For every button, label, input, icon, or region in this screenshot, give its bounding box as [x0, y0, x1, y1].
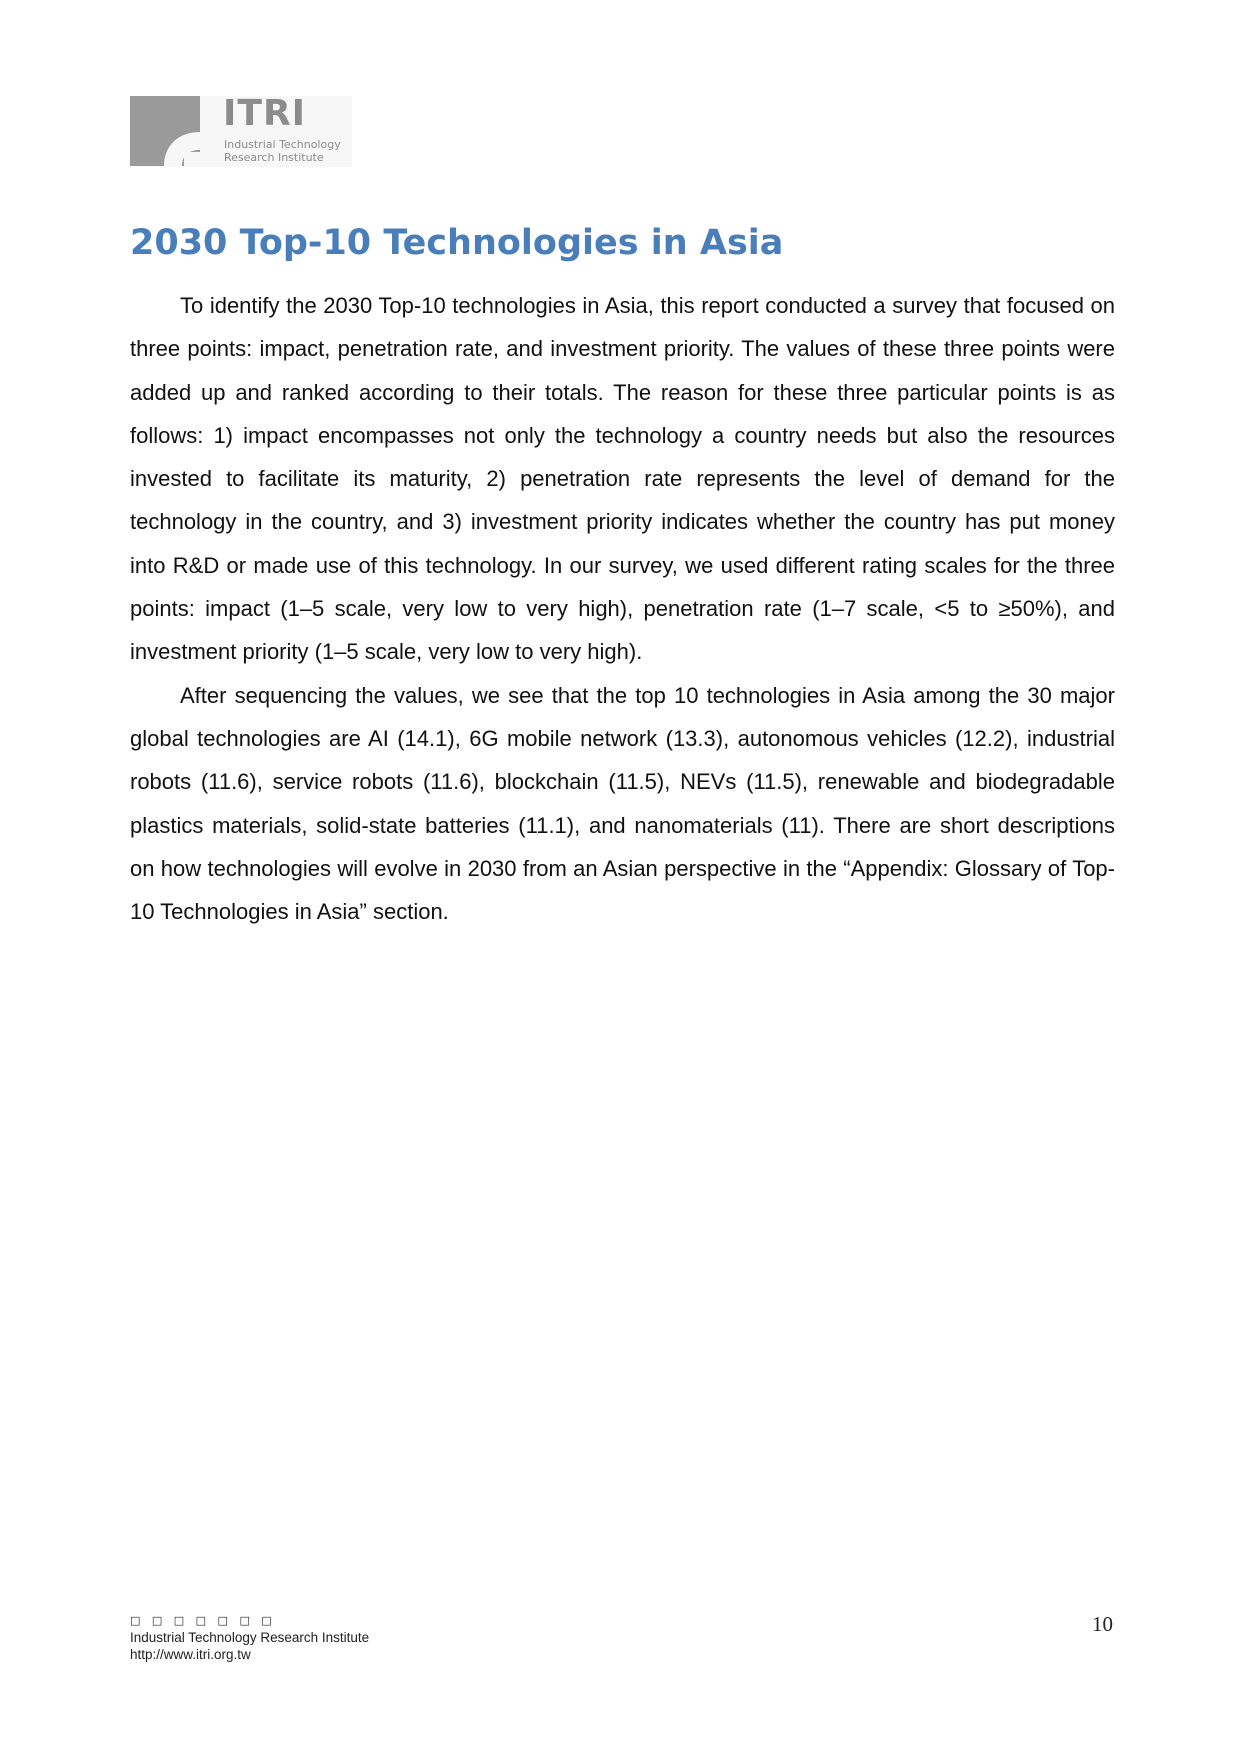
logo-title: ITRI [223, 93, 307, 134]
body-text [130, 284, 1115, 933]
footer-org-name-cjk: □ □ □ □ □ □ □ [130, 1614, 276, 1627]
page-number: 10 [1092, 1612, 1113, 1636]
footer-url[interactable]: http://www.itri.org.tw [130, 1647, 251, 1662]
itri-logo-mark-icon [130, 96, 200, 166]
page-title: 2030 Top-10 Technologies in Asia [130, 223, 784, 263]
footer-org-name: Industrial Technology Research Institute [130, 1630, 370, 1645]
logo-subtitle-line-2: Research Institute [224, 151, 324, 164]
logo-subtitle-line-1: Industrial Technology [224, 138, 341, 151]
logo-subtitle [224, 138, 341, 164]
paragraph-2: After sequencing the values, we see that the top 10 technologies in Asia among the 30 major global technologies are AI (14.1), 6G mobile network (13.3), autonomous vehicles (12.2), industrial robots (11.6), service robots (11.6), blockchain (11.5), NEVs (11.5), renewable and biodegradable plastics materials, solid-state batteries (11.1), and nanomaterials (11). There are short descriptions on how technologies will evolve in 2030 from an Asian perspective in the “Appendix: Glossary of Top-10 Technologies in Asia” section. [130, 682, 1115, 925]
paragraph-1: To identify the 2030 Top-10 technologies in Asia, this report conducted a survey that focused on three points: impact, penetration rate, and investment priority. The values of these three points were added up and ranked according to their totals. The reason for these three particular points is as follows: 1) impact encompasses not only the technology a country needs but also the resources invested to facilitate its maturity, 2) penetration rate represents the level of demand for the technology in the country, and 3) investment priority indicates whether the country has put money into R&D or made use of this technology. In our survey, we used different rating scales for the three points: impact (1–5 scale, very low to very high), penetration rate (1–7 scale, <5 to ≥50%), and investment priority (1–5 scale, very low to very high). [130, 293, 1115, 665]
footer-organization [130, 1612, 369, 1663]
itri-logo [130, 93, 352, 167]
